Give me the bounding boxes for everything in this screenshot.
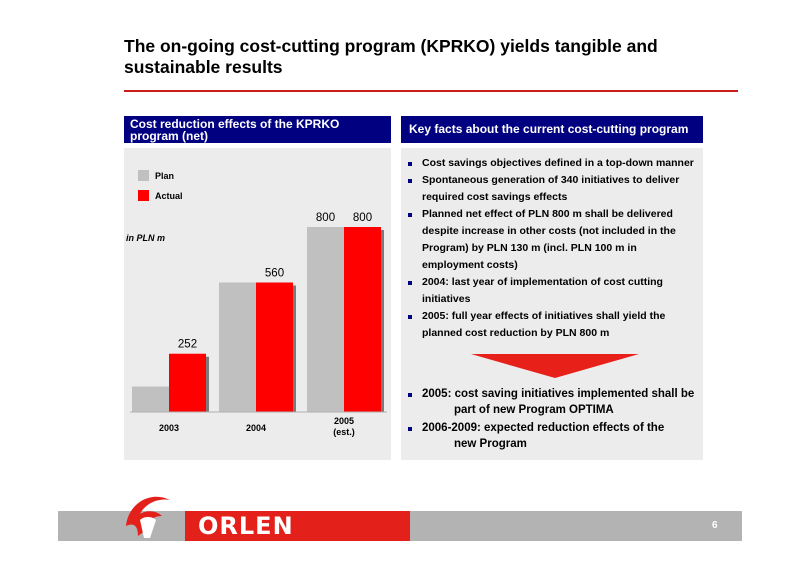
x-tick-label: 2004	[245, 423, 267, 433]
data-label: 800	[352, 212, 373, 224]
legend-swatch-actual	[138, 190, 149, 201]
data-label: 800	[315, 212, 336, 224]
bar-plan	[132, 387, 169, 412]
bar-actual	[169, 354, 206, 412]
unit-label: in PLN m	[126, 233, 166, 243]
brand-logo-text: ORLEN	[198, 512, 294, 540]
orlen-eagle-logo-icon	[120, 486, 180, 542]
title-rule	[124, 90, 738, 92]
down-arrow-icon	[471, 354, 639, 378]
bar-plan	[219, 283, 256, 413]
page-title: The on-going cost-cutting program (KPRKO) yields tangible and sustainable results	[124, 36, 658, 77]
legend-swatch-plan	[138, 170, 149, 181]
data-label: 560	[264, 267, 285, 280]
bar-actual	[256, 283, 293, 413]
outlook-item-line: 2006-2009: expected reduction effects of the	[422, 422, 665, 434]
fact-item: 2004: last year of implementation of cost cutting initiatives	[401, 274, 703, 308]
key-facts-list	[401, 155, 703, 342]
outlook-item-cont: new Program	[454, 438, 527, 450]
fact-item: 2005: full year effects of initiatives shall yield the planned cost reduction by PLN 800 m	[401, 308, 703, 342]
legend-label: Plan	[155, 171, 175, 181]
fact-item: Planned net effect of PLN 800 m shall be delivered despite increase in other costs (not included in the Program) by PLN 130 m (incl. PLN 100 m in employment costs)	[401, 206, 703, 274]
bar-plan	[307, 227, 344, 412]
fact-item: Spontaneous generation of 340 initiatives to deliver required cost savings effects	[401, 172, 703, 206]
outlook-item-line: 2005: cost saving initiatives implemented shall be	[422, 388, 695, 400]
data-label: 252	[177, 338, 198, 351]
outlook-list	[401, 386, 703, 454]
page-number: 6	[712, 520, 718, 531]
outlook-item-cont: part of new Program OPTIMA	[454, 404, 614, 416]
legend-label: Actual	[155, 191, 183, 201]
outlook-item	[401, 386, 703, 418]
bar-actual	[344, 227, 381, 412]
right-panel-header: Key facts about the current cost-cutting program	[401, 116, 703, 143]
bar-chart	[124, 148, 391, 460]
fact-item: Cost savings objectives defined in a top-down manner	[401, 155, 703, 172]
left-panel-header: Cost reduction effects of the KPRKO program (net)	[124, 116, 391, 143]
x-tick-label: 2005	[333, 416, 355, 426]
x-tick-label: 2003	[158, 423, 180, 433]
outlook-item	[401, 420, 703, 452]
x-tick-label: (est.)	[333, 427, 355, 437]
